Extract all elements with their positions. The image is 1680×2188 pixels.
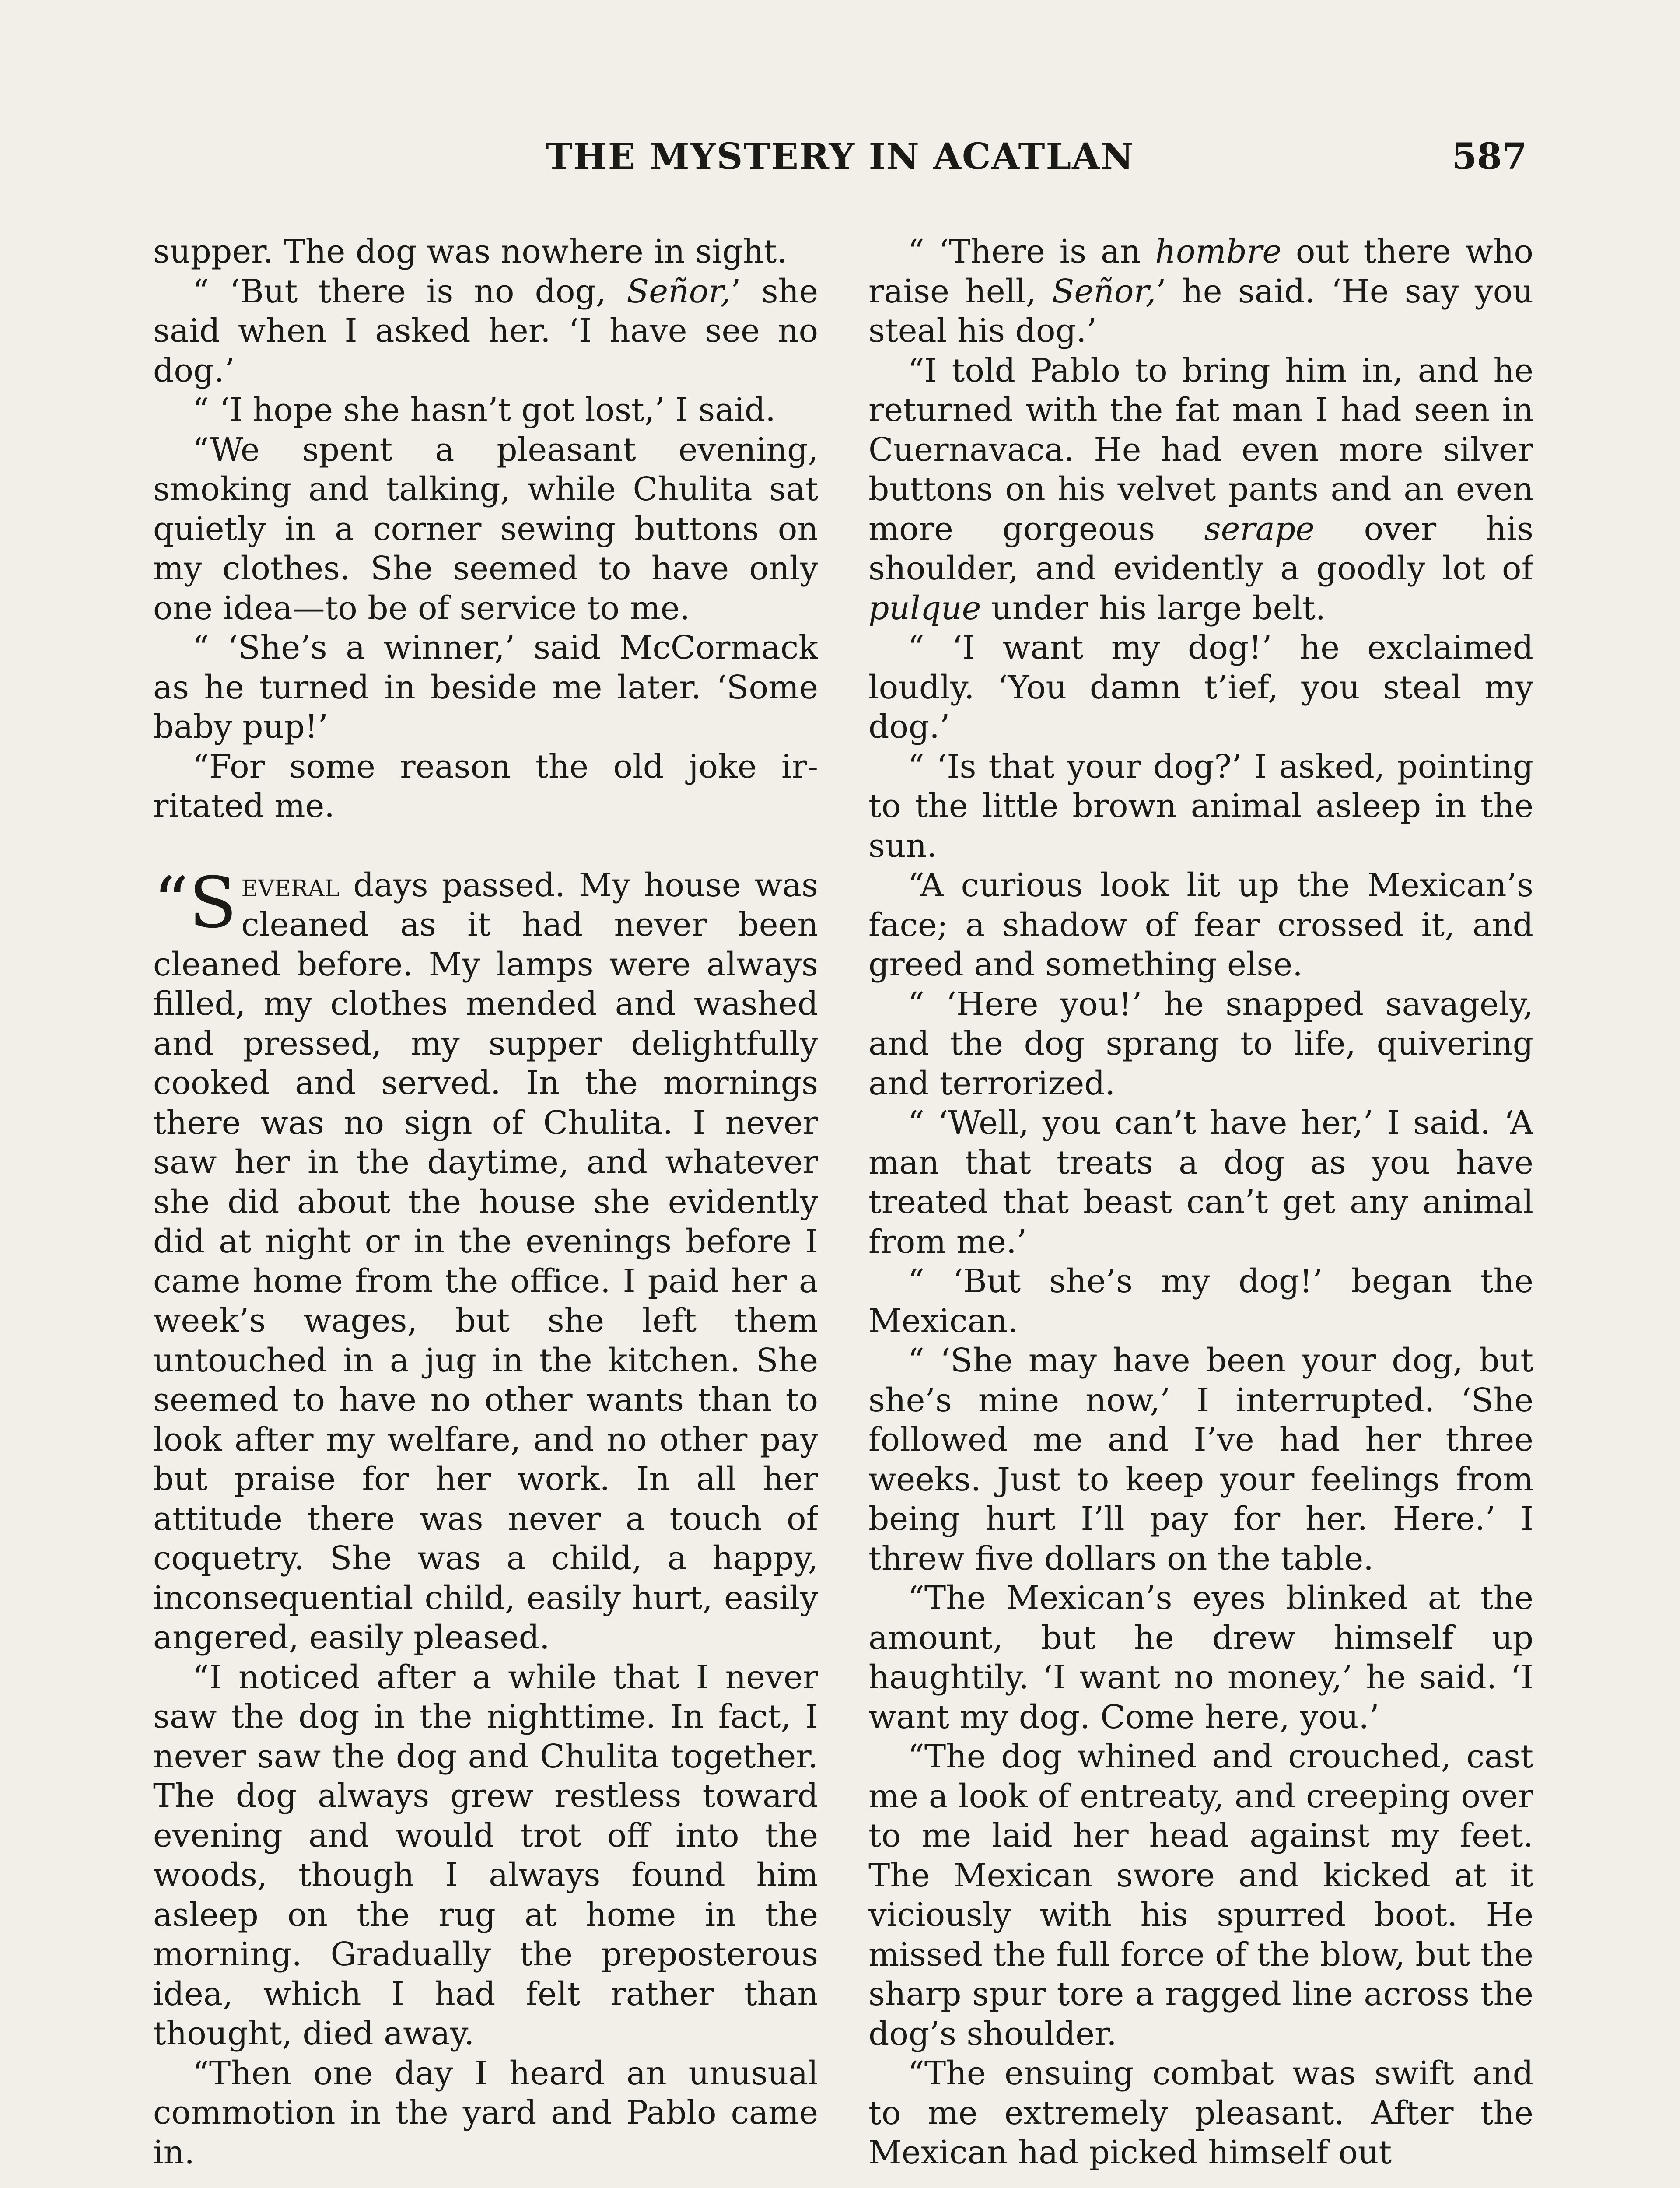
drop-cap: “S [153, 861, 237, 943]
paragraph: “For some reason the old joke irritated me. [153, 747, 818, 825]
paragraph: “The Mexican’s eyes blinked at the amount, but he drew himself up haughtily. ‘I want no money,’ he said. ‘I want my dog. Come here, you.’ [868, 1579, 1533, 1736]
paragraph: “I noticed after a while that I never saw the dog in the nighttime. In fact, I never saw the dog and Chulita together. The dog always grew restless toward evening and would trot off into the woods, though I always found him asleep on the rug at home in the morning. Gradually the preposterous idea, which I had felt rather than thought, died away. [153, 1658, 818, 2052]
paragraph: “ ‘She’s a winner,’ said McCormack as he turned in beside me later. ‘Some baby pup!’ [153, 629, 818, 746]
paragraph: “The dog whined and crouched, cast me a look of entreaty, and creeping over to me laid her head against my feet. The Mexican swore and kicked at it viciously with his spurred boot. He missed the full force of the blow, but the sharp spur tore a ragged line across the dog’s shoulder. [868, 1738, 1533, 2053]
paragraph: “ ‘I hope she hasn’t got lost,’ I said. [192, 391, 776, 429]
paragraph: “ ‘She may have been your dog, but she’s mine now,’ I interrupted. ‘She followed me and I’ve had her three weeks. Just to keep your feelings from being hurt I’ll pay for her. Here.’ I threw five dollars on the table. [868, 1342, 1533, 1578]
paragraph: “ ‘Is that your dog?’ I asked, pointing to the little brown animal asleep in the sun. [868, 747, 1533, 865]
paragraph: “ ‘But there is no dog, Señor,’ she said when I asked her. ‘I have see no dog.’ [153, 272, 818, 389]
paragraph: “We spent a pleasant evening, smoking and talking, while Chulita sat quietly in a corner sewing buttons on my clothes. She seemed to have only one idea—to be of service to me. [153, 431, 818, 627]
left-column [153, 232, 818, 2188]
right-column [868, 232, 1533, 2188]
paragraph: “The ensuing combat was swift and to me extremely pleasant. After the Mexican had picked himself out [868, 2055, 1533, 2171]
page-number: 587 [1452, 136, 1527, 178]
paragraph: “ ‘There is an hombre out there who raise hell, Señor,’ he said. ‘He say you steal his dog.’ [868, 233, 1533, 350]
paragraph: “ ‘But she’s my dog!’ began the Mexican. [868, 1262, 1533, 1340]
paragraph: supper. The dog was nowhere in sight. [153, 233, 788, 270]
paragraph: “Then one day I heard an unusual commotion in the yard and Pablo came in. [153, 2054, 818, 2171]
paragraph: “I told Pablo to bring him in, and he returned with the fat man I had seen in Cuernavaca. He had even more silver buttons on his velvet pants and an even more gorgeous serape over his shoulder, and evidently a goodly lot of pulque under his large belt. [868, 351, 1533, 627]
chapter-title: THE MYSTERY IN ACATLAN [546, 136, 1134, 178]
running-head [153, 136, 1527, 184]
paragraph: “ ‘Well, you can’t have her,’ I said. ‘A man that treats a dog as you have treated that beast can’t get any animal from me.’ [868, 1104, 1533, 1261]
paragraph: “A curious look lit up the Mexican’s face; a shadow of fear crossed it, and greed and something else. [868, 866, 1533, 983]
paragraph: “ ‘Here you!’ he snapped savagely, and the dog sprang to life, quivering and terrorized. [868, 985, 1533, 1102]
paragraph: “ ‘I want my dog!’ he exclaimed loudly. ‘You damn t’ief, you steal my dog.’ [868, 629, 1533, 746]
section-opening-paragraph: “S everal days passed. My house was cleaned as it had never been cleaned before. My lamps were always filled, my clothes mended and washed and pressed, my supper delightfully cooked and served. In the mornings there was no sign of Chulita. I never saw her in the daytime, and whatever she did about the house she evidently did at night or in the evenings before I came home from the office. I paid her a week’s wages, but she left them untouched in a jug in the kitchen. She seemed to have no other wants than to look after my welfare, and no other pay but praise for her work. In all her attitude there was never a touch of coquetry. She was a child, a happy, inconsequential child, easily hurt, easily angered, easily pleased. [153, 861, 818, 1656]
